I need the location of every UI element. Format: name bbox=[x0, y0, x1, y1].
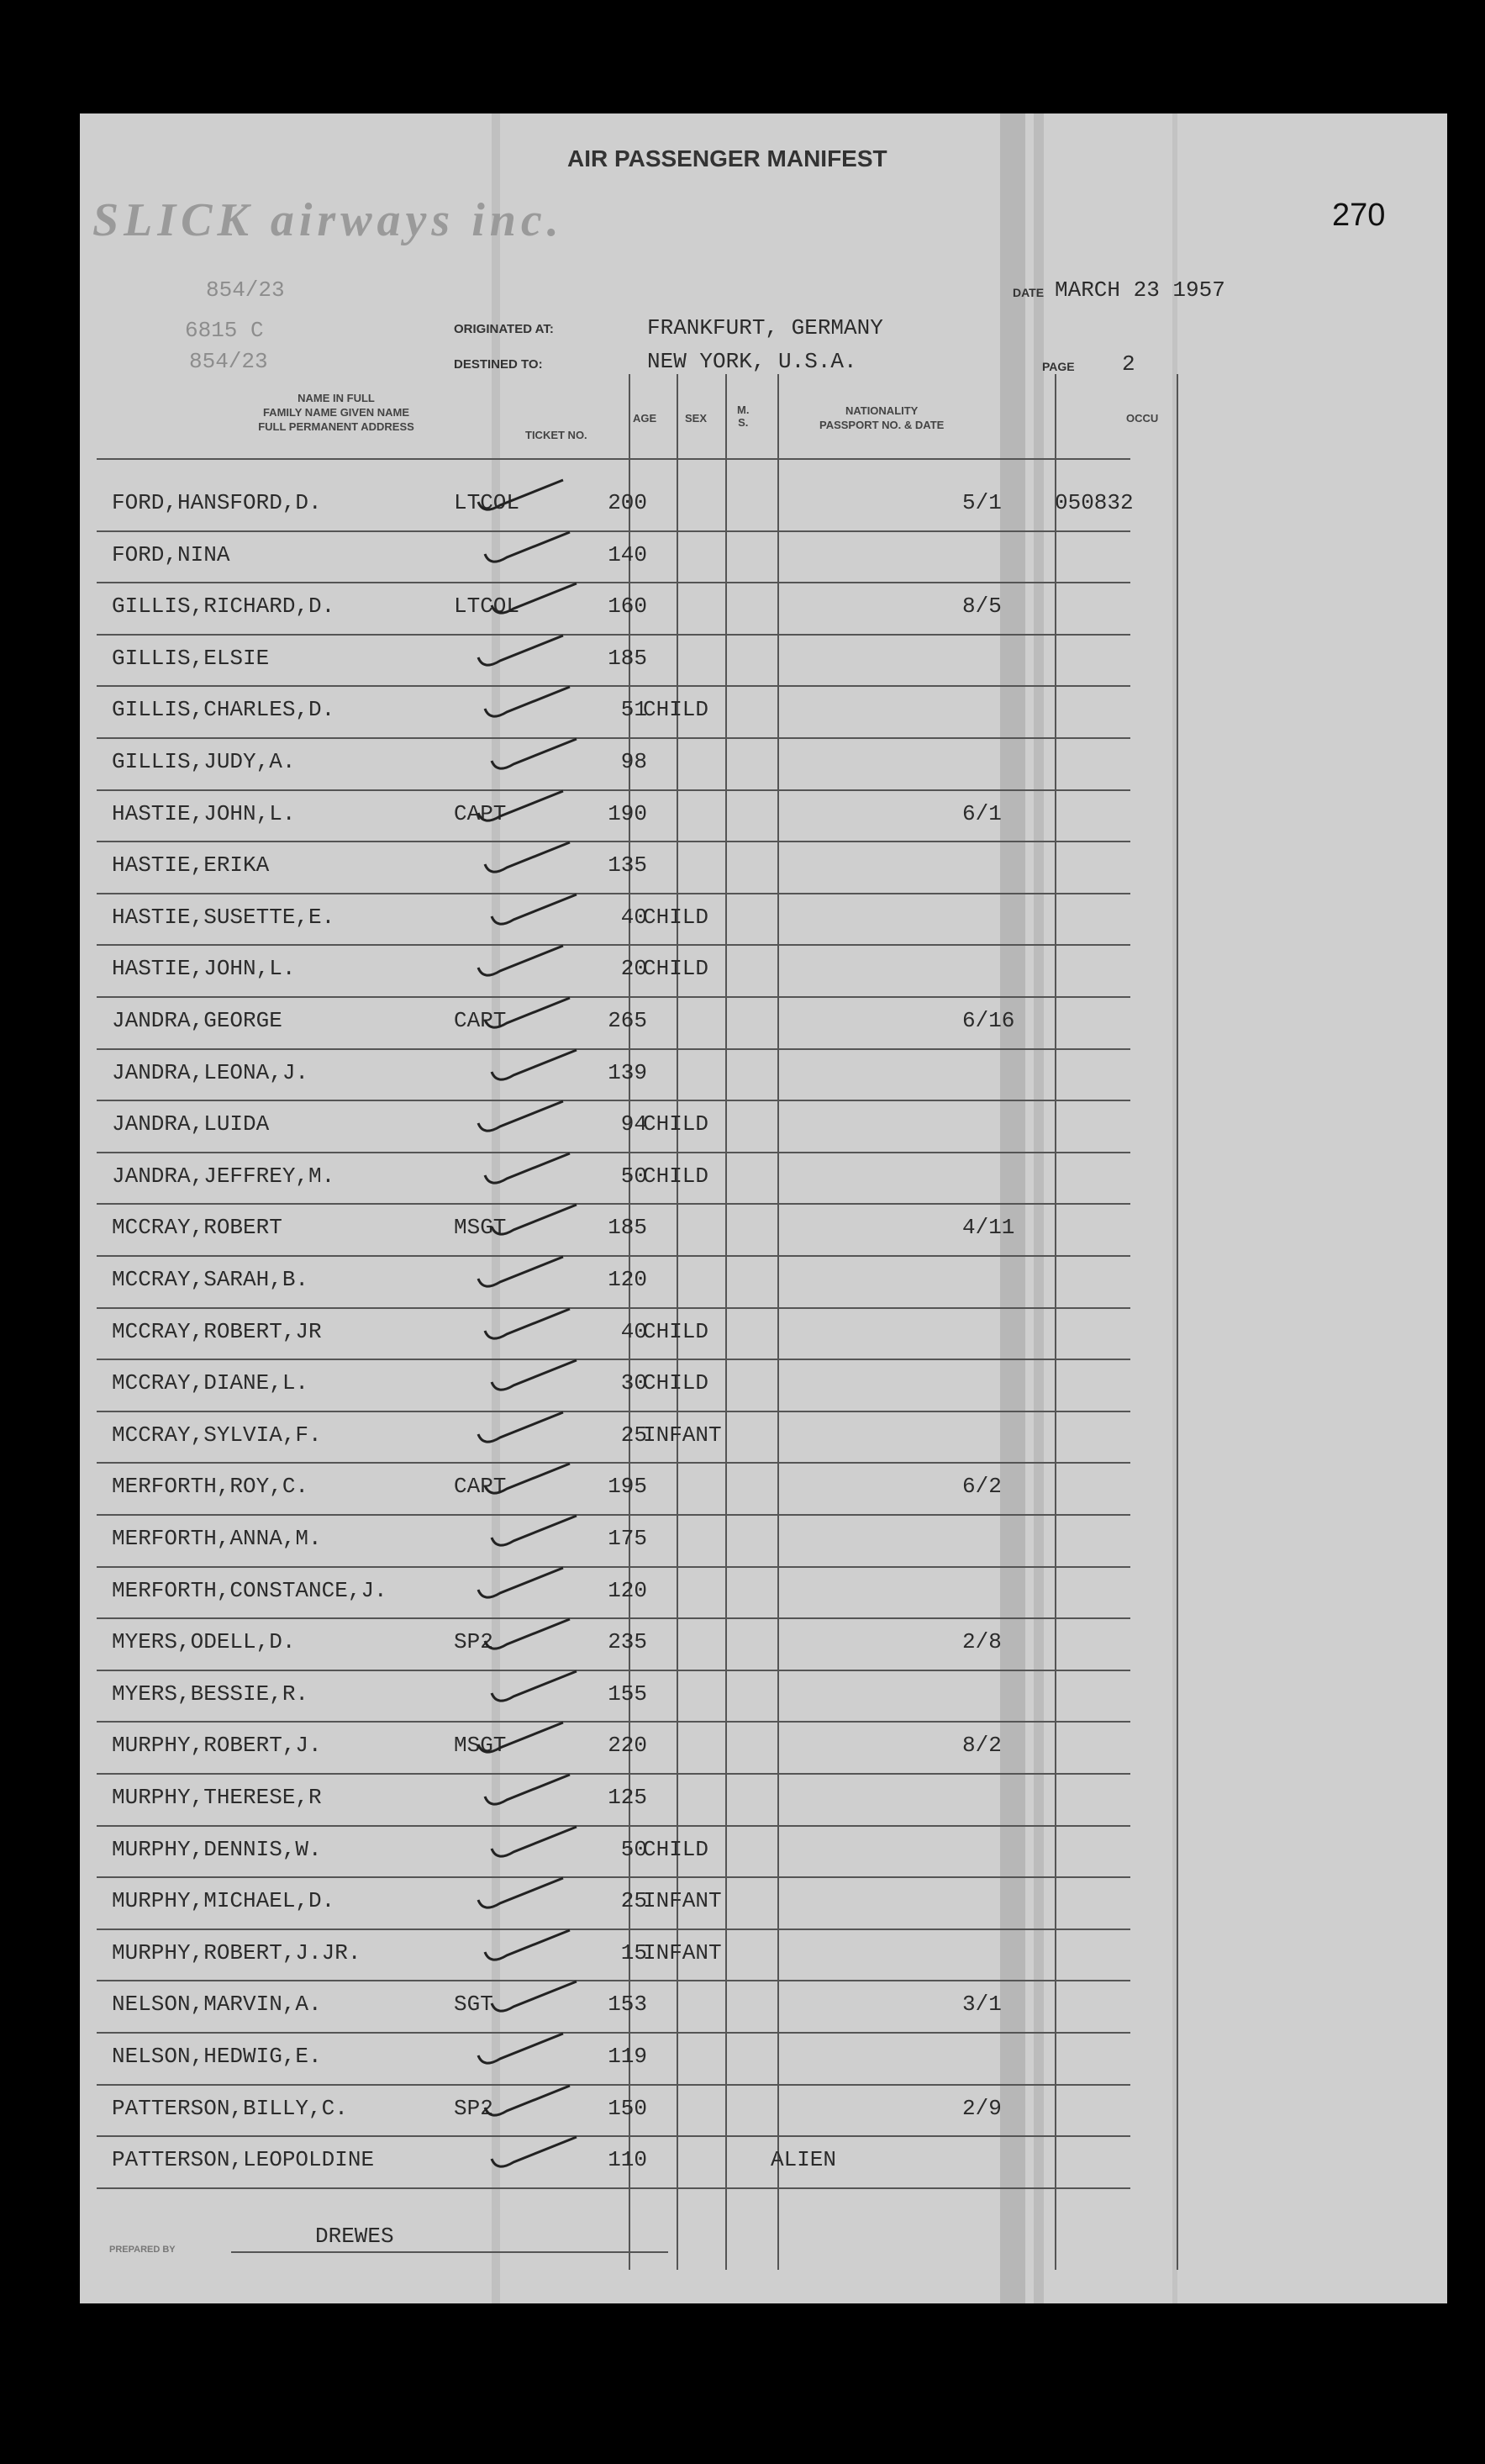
table-row bbox=[80, 1362, 1447, 1414]
table-row bbox=[80, 1517, 1447, 1570]
age-category: CHILD bbox=[643, 1318, 709, 1344]
ticket-number: 40 bbox=[620, 904, 647, 930]
table-row bbox=[80, 1570, 1447, 1622]
row-rule bbox=[97, 1411, 1130, 1412]
ticket-number: 185 bbox=[608, 645, 647, 671]
row-rule bbox=[97, 1255, 1130, 1257]
table-row bbox=[80, 1206, 1447, 1258]
row-rule bbox=[97, 2135, 1130, 2137]
ticket-number: 20 bbox=[620, 956, 647, 982]
ticket-number: 120 bbox=[608, 1267, 647, 1292]
ticket-number: 25 bbox=[620, 1422, 647, 1448]
ticket-number: 160 bbox=[608, 594, 647, 620]
check-mark-icon bbox=[475, 1253, 567, 1295]
row-rule bbox=[97, 1670, 1130, 1671]
row-rule bbox=[97, 1152, 1130, 1153]
check-mark-icon bbox=[482, 2082, 574, 2124]
check-mark-icon bbox=[488, 1823, 581, 1865]
age-category: INFANT bbox=[643, 1939, 722, 1965]
row-rule bbox=[97, 1514, 1130, 1516]
row-rule bbox=[97, 1825, 1130, 1827]
row-rule bbox=[97, 634, 1130, 636]
ticket-number: 265 bbox=[608, 1008, 647, 1033]
ticket-number: 15 bbox=[620, 1939, 647, 1965]
ticket-number: 98 bbox=[620, 749, 647, 774]
passenger-rank: LTCOL bbox=[454, 594, 520, 620]
row-rule bbox=[97, 530, 1130, 532]
passenger-name: NELSON,MARVIN,A. bbox=[112, 1992, 322, 2018]
rule bbox=[97, 458, 1130, 460]
check-mark-icon bbox=[475, 1875, 567, 1917]
ticket-number: 120 bbox=[608, 1577, 647, 1603]
table-row bbox=[80, 1000, 1447, 1052]
age-category: CHILD bbox=[643, 1836, 709, 1862]
check-mark-icon bbox=[475, 2030, 567, 2072]
passenger-name: HASTIE,JOHN,L. bbox=[112, 956, 296, 982]
row-rule bbox=[97, 789, 1130, 791]
row-rule bbox=[97, 1773, 1130, 1775]
ticket-number: 110 bbox=[608, 2147, 647, 2173]
passport-info: 8/5 bbox=[962, 594, 1002, 620]
row-rule bbox=[97, 1462, 1130, 1464]
table-row bbox=[80, 1983, 1447, 2035]
row-rule bbox=[97, 685, 1130, 687]
row-rule bbox=[97, 1100, 1130, 1101]
table-row bbox=[80, 1724, 1447, 1776]
table-row bbox=[80, 1103, 1447, 1155]
passenger-name: NELSON,HEDWIG,E. bbox=[112, 2044, 322, 2069]
check-mark-icon bbox=[482, 1616, 574, 1658]
col-sex-header: SEX bbox=[685, 412, 708, 425]
row-rule bbox=[97, 996, 1130, 998]
ticket-number: 40 bbox=[620, 1318, 647, 1344]
passenger-name: MYERS,BESSIE,R. bbox=[112, 1680, 309, 1707]
check-mark-icon bbox=[482, 1927, 574, 1969]
check-mark-icon bbox=[488, 2134, 581, 2176]
passenger-name: MERFORTH,CONSTANCE,J. bbox=[112, 1577, 387, 1603]
table-row bbox=[80, 534, 1447, 586]
row-rule bbox=[97, 841, 1130, 842]
passenger-name: FORD,NINA bbox=[112, 541, 230, 567]
originated-value: FRANKFURT, GERMANY bbox=[647, 315, 883, 340]
ticket-number: 94 bbox=[620, 1111, 647, 1137]
table-row bbox=[80, 2035, 1447, 2087]
passenger-name: FORD,HANSFORD,D. bbox=[112, 490, 322, 515]
passenger-name: HASTIE,ERIKA bbox=[112, 852, 270, 878]
ticket-number: 195 bbox=[608, 1474, 647, 1500]
check-mark-icon bbox=[488, 1512, 581, 1554]
passenger-rank: SP2 bbox=[454, 1629, 493, 1655]
ticket-number: 190 bbox=[608, 800, 647, 826]
ticket-number: 150 bbox=[608, 2095, 647, 2121]
col-occupation-header: OCCU bbox=[1126, 412, 1159, 425]
passenger-name: JANDRA,LEONA,J. bbox=[112, 1059, 309, 1085]
table-row bbox=[80, 1465, 1447, 1517]
passenger-name: MERFORTH,ROY,C. bbox=[112, 1474, 309, 1500]
table-row bbox=[80, 1880, 1447, 1932]
passenger-name: MERFORTH,ANNA,M. bbox=[112, 1526, 322, 1551]
col-name-header: NAME IN FULL FAMILY NAME GIVEN NAME FULL PERMANENT ADDRESS bbox=[258, 392, 414, 433]
table-row bbox=[80, 585, 1447, 637]
passenger-name: MCCRAY,SARAH,B. bbox=[112, 1267, 309, 1292]
ticket-number: 200 bbox=[608, 490, 647, 515]
row-rule bbox=[97, 2187, 1130, 2189]
manifest-page bbox=[80, 113, 1447, 2303]
check-mark-icon bbox=[488, 1047, 581, 1089]
row-rule bbox=[97, 1928, 1130, 1930]
passenger-name: PATTERSON,BILLY,C. bbox=[112, 2095, 348, 2121]
row-rule bbox=[97, 944, 1130, 946]
ticket-number: 235 bbox=[608, 1629, 647, 1655]
passenger-rank: MSGT bbox=[454, 1215, 507, 1241]
check-mark-icon bbox=[475, 632, 567, 674]
passport-info: 6/16 bbox=[962, 1008, 1015, 1033]
flight-line-3: 854/23 bbox=[189, 349, 268, 374]
destined-value: NEW YORK, U.S.A. bbox=[647, 349, 857, 374]
row-rule bbox=[97, 893, 1130, 894]
passenger-rank: CAPT bbox=[454, 800, 507, 826]
check-mark-icon bbox=[488, 1668, 581, 1710]
passenger-name: MCCRAY,SYLVIA,F. bbox=[112, 1422, 322, 1448]
age-category: CHILD bbox=[643, 956, 709, 982]
age-category: CHILD bbox=[643, 904, 709, 930]
passenger-rank: LTCOL bbox=[454, 490, 520, 515]
check-mark-icon bbox=[482, 1460, 574, 1502]
passenger-name: JANDRA,LUIDA bbox=[112, 1111, 270, 1137]
check-mark-icon bbox=[488, 1201, 581, 1243]
row-rule bbox=[97, 1048, 1130, 1050]
manifest-title: AIR PASSENGER MANIFEST bbox=[567, 145, 887, 171]
table-row bbox=[80, 1052, 1447, 1104]
passenger-name: GILLIS,JUDY,A. bbox=[112, 749, 296, 774]
ticket-number: 175 bbox=[608, 1526, 647, 1551]
passenger-name: PATTERSON,LEOPOLDINE bbox=[112, 2147, 375, 2173]
ticket-number: 119 bbox=[608, 2044, 647, 2069]
passenger-rank: SGT bbox=[454, 1992, 493, 2018]
row-rule bbox=[97, 2032, 1130, 2034]
table-row bbox=[80, 844, 1447, 896]
row-rule bbox=[97, 582, 1130, 583]
row-rule bbox=[97, 1876, 1130, 1878]
check-mark-icon bbox=[475, 1564, 567, 1607]
passport-info: 6/2 bbox=[962, 1474, 1002, 1500]
prepared-label: PREPARED BY bbox=[109, 2245, 176, 2255]
ticket-number: 51 bbox=[620, 697, 647, 723]
check-mark-icon bbox=[475, 477, 567, 519]
table-row bbox=[80, 637, 1447, 689]
check-mark-icon bbox=[482, 995, 574, 1037]
company-logo: SLICK airways inc. bbox=[92, 194, 564, 246]
col-ticket-header: TICKET NO. bbox=[525, 429, 587, 441]
row-rule bbox=[97, 1980, 1130, 1981]
table-row bbox=[80, 2139, 1447, 2191]
table-row bbox=[80, 1932, 1447, 1984]
passenger-name: MURPHY,ROBERT,J.JR. bbox=[112, 1939, 361, 1965]
flight-line-1: 854/23 bbox=[206, 277, 285, 303]
row-rule bbox=[97, 737, 1130, 739]
passenger-rank: CAPT bbox=[454, 1474, 507, 1500]
passport-info: 2/9 bbox=[962, 2095, 1002, 2121]
ticket-number: 140 bbox=[608, 541, 647, 567]
ticket-number: 25 bbox=[620, 1888, 647, 1914]
passport-info: 2/8 bbox=[962, 1629, 1002, 1655]
table-row bbox=[80, 1621, 1447, 1673]
check-mark-icon bbox=[482, 1306, 574, 1348]
passenger-name: MYERS,ODELL,D. bbox=[112, 1629, 296, 1655]
ticket-number: 153 bbox=[608, 1992, 647, 2018]
table-row bbox=[80, 947, 1447, 1000]
passport-info: 5/1 bbox=[962, 490, 1002, 515]
check-mark-icon bbox=[482, 1771, 574, 1813]
check-mark-icon bbox=[488, 736, 581, 778]
table-row bbox=[80, 1828, 1447, 1881]
row-rule bbox=[97, 1721, 1130, 1723]
passport-info: 3/1 bbox=[962, 1992, 1002, 2018]
check-mark-icon bbox=[488, 1357, 581, 1399]
passenger-rank: MSGT bbox=[454, 1733, 507, 1759]
ticket-number: 50 bbox=[620, 1836, 647, 1862]
passenger-name: GILLIS,ELSIE bbox=[112, 645, 270, 671]
destined-label: DESTINED TO: bbox=[454, 357, 543, 372]
passport-info: 6/1 bbox=[962, 800, 1002, 826]
passenger-name: MCCRAY,DIANE,L. bbox=[112, 1370, 309, 1396]
passport-info: 4/11 bbox=[962, 1215, 1015, 1241]
age-category: CHILD bbox=[643, 1163, 709, 1189]
col-nationality-header: NATIONALITY PASSPORT NO. & DATE bbox=[819, 404, 945, 431]
row-rule bbox=[97, 1203, 1130, 1205]
table-row bbox=[80, 2087, 1447, 2140]
date-value: MARCH 23 1957 bbox=[1055, 277, 1225, 303]
passport-info: ALIEN bbox=[771, 2147, 837, 2173]
ticket-number: 30 bbox=[620, 1370, 647, 1396]
table-row bbox=[80, 1776, 1447, 1828]
ticket-number: 220 bbox=[608, 1733, 647, 1759]
check-mark-icon bbox=[475, 1409, 567, 1451]
check-mark-icon bbox=[475, 1098, 567, 1140]
passenger-name: MURPHY,THERESE,R bbox=[112, 1785, 322, 1810]
flight-line-2: 6815 C bbox=[185, 318, 264, 343]
passenger-name: HASTIE,JOHN,L. bbox=[112, 800, 296, 826]
table-row bbox=[80, 689, 1447, 741]
passenger-name: GILLIS,CHARLES,D. bbox=[112, 697, 335, 723]
passenger-name: JANDRA,JEFFREY,M. bbox=[112, 1163, 335, 1189]
passenger-name: MCCRAY,ROBERT,JR bbox=[112, 1318, 322, 1344]
table-row bbox=[80, 1311, 1447, 1363]
check-mark-icon bbox=[488, 1978, 581, 2020]
originated-label: ORIGINATED AT: bbox=[454, 322, 554, 336]
table-row bbox=[80, 1414, 1447, 1466]
table-row bbox=[80, 793, 1447, 845]
ticket-number: 50 bbox=[620, 1163, 647, 1189]
prepared-value: DREWES bbox=[315, 2224, 394, 2249]
table-row bbox=[80, 1258, 1447, 1311]
page-label: PAGE bbox=[1042, 360, 1075, 373]
col-ms-header: M. S. bbox=[737, 404, 750, 429]
passenger-name: GILLIS,RICHARD,D. bbox=[112, 594, 335, 620]
check-mark-icon bbox=[475, 1719, 567, 1761]
check-mark-icon bbox=[482, 683, 574, 725]
signature-line bbox=[231, 2251, 668, 2253]
passenger-name: JANDRA,GEORGE bbox=[112, 1008, 282, 1033]
table-row bbox=[80, 1673, 1447, 1725]
passport-info: 8/2 bbox=[962, 1733, 1002, 1759]
check-mark-icon bbox=[488, 891, 581, 933]
check-mark-icon bbox=[482, 839, 574, 881]
ticket-number: 139 bbox=[608, 1059, 647, 1085]
passport-number: 050832 bbox=[1055, 490, 1134, 515]
ticket-number: 155 bbox=[608, 1680, 647, 1707]
passenger-name: MURPHY,DENNIS,W. bbox=[112, 1836, 322, 1862]
table-row bbox=[80, 482, 1447, 534]
age-category: CHILD bbox=[643, 697, 709, 723]
row-rule bbox=[97, 2084, 1130, 2086]
check-mark-icon bbox=[482, 1150, 574, 1192]
age-category: INFANT bbox=[643, 1422, 722, 1448]
row-rule bbox=[97, 1617, 1130, 1619]
age-category: CHILD bbox=[643, 1111, 709, 1137]
age-category: CHILD bbox=[643, 1370, 709, 1396]
passenger-rank: CAPT bbox=[454, 1008, 507, 1033]
row-rule bbox=[97, 1307, 1130, 1309]
page-number: 270 bbox=[1332, 198, 1386, 233]
passenger-name: MCCRAY,ROBERT bbox=[112, 1215, 282, 1241]
passenger-rank: SP2 bbox=[454, 2095, 493, 2121]
row-rule bbox=[97, 1359, 1130, 1360]
row-rule bbox=[97, 1566, 1130, 1568]
passenger-name: MURPHY,ROBERT,J. bbox=[112, 1733, 322, 1759]
check-mark-icon bbox=[488, 580, 581, 622]
passenger-name: MURPHY,MICHAEL,D. bbox=[112, 1888, 335, 1914]
col-age-header: AGE bbox=[633, 412, 657, 425]
age-category: INFANT bbox=[643, 1888, 722, 1914]
ticket-number: 135 bbox=[608, 852, 647, 878]
page-value: 2 bbox=[1122, 351, 1135, 377]
ticket-number: 185 bbox=[608, 1215, 647, 1241]
table-row bbox=[80, 896, 1447, 948]
check-mark-icon bbox=[475, 942, 567, 984]
check-mark-icon bbox=[475, 788, 567, 830]
ticket-number: 125 bbox=[608, 1785, 647, 1810]
check-mark-icon bbox=[482, 529, 574, 571]
table-row bbox=[80, 741, 1447, 793]
passenger-name: HASTIE,SUSETTE,E. bbox=[112, 904, 335, 930]
table-row bbox=[80, 1155, 1447, 1207]
date-label: DATE bbox=[1013, 286, 1045, 299]
